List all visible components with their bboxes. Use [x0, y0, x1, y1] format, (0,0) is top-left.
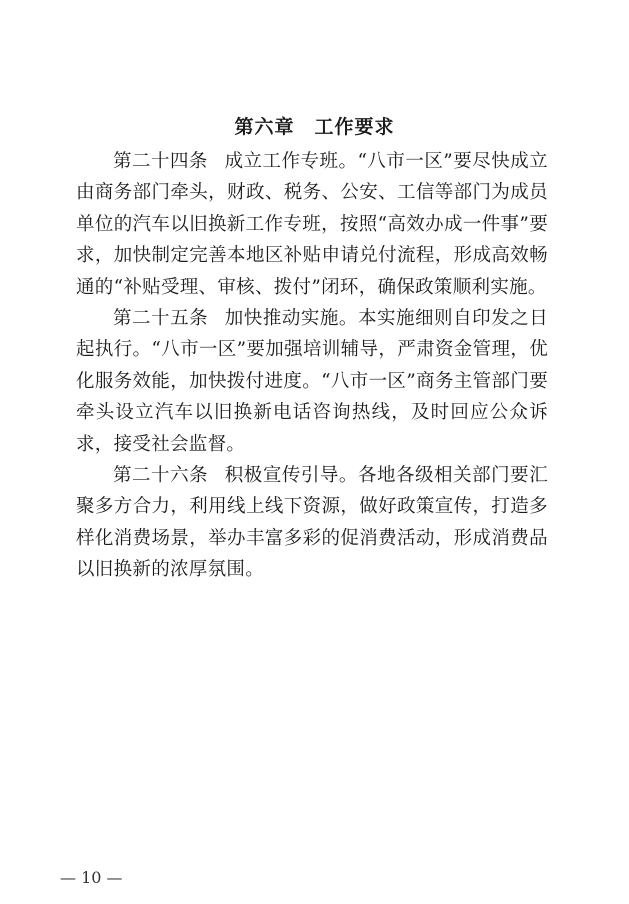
article-paragraph: [76, 460, 548, 586]
article-number: 第二十四条: [113, 151, 208, 172]
article-text: 加快推动实施。本实施细则自印发之日起执行。“八市一区”要加强培训辅导，严肃资金管理，优化服务效能，加快拨付进度。“八市一区”商务主管部门要牵头设立汽车以旧换新电话咨询热线，及时回应公众诉求，接受社会监督。: [76, 308, 548, 455]
article-paragraph: [76, 303, 548, 460]
article-text: 积极宣传引导。各地各级相关部门要汇聚多方合力，利用线上线下资源，做好政策宣传，打造多样化消费场景，举办丰富多彩的促消费活动，形成消费品以旧换新的浓厚氛围。: [76, 465, 548, 581]
article-number: 第二十五条: [113, 308, 209, 330]
page-number: — 10 —: [60, 868, 123, 887]
article-paragraph: [76, 146, 548, 303]
body-text: [76, 146, 548, 586]
chapter-title: 第六章 工作要求: [234, 116, 395, 138]
article-text: 成立工作专班。“八市一区”要尽快成立由商务部门牵头，财政、税务、公安、工信等部门为成员单位的汽车以旧换新工作专班，按照“高效办成一件事”要求，加快制定完善本地区补贴申请兑付流程，形成高效畅通的“补贴受理、审核、拨付”闭环，确保政策顺利实施。: [76, 151, 548, 298]
article-number: 第二十六条: [113, 465, 209, 487]
